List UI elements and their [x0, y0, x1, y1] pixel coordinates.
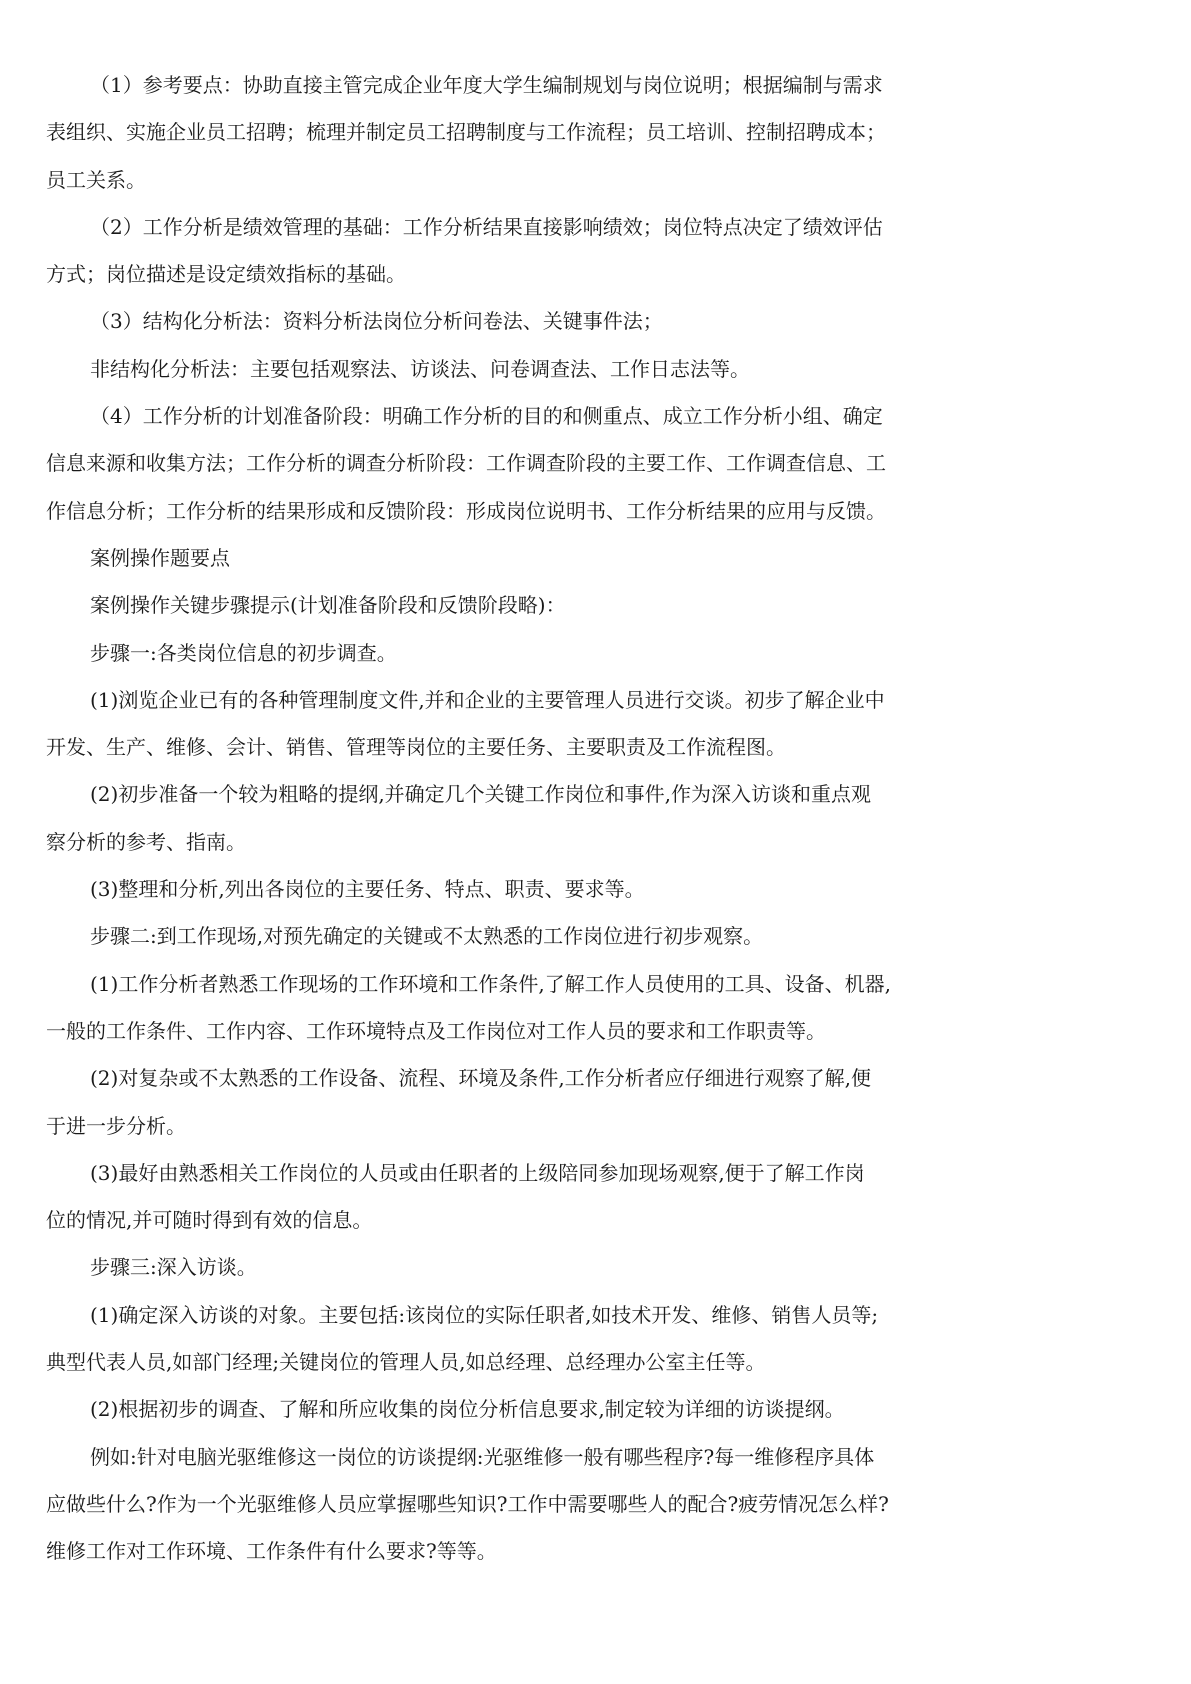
paragraph-10 [46, 771, 1146, 866]
line: 方式；岗位描述是设定绩效指标的基础。 [46, 262, 406, 287]
line: (2)对复杂或不太熟悉的工作设备、流程、环境及条件,工作分析者应仔细进行观察了解,便 [90, 1066, 872, 1091]
line: (2)根据初步的调查、了解和所应收集的岗位分析信息要求,制定较为详细的访谈提纲。 [90, 1397, 845, 1422]
line: 案例操作关键步骤提示(计划准备阶段和反馈阶段略)： [90, 593, 566, 618]
paragraph-19 [46, 1434, 1146, 1576]
line: 员工关系。 [46, 167, 146, 192]
paragraph-15 [46, 1150, 1146, 1245]
line: 于进一步分析。 [46, 1113, 186, 1138]
line: 步骤一:各类岗位信息的初步调查。 [90, 640, 397, 665]
section-heading-case [46, 535, 1146, 582]
paragraph-2 [46, 204, 1146, 299]
paragraph-11 [46, 866, 1146, 913]
step-1-heading [46, 630, 1146, 677]
line: 例如:针对电脑光驱维修这一岗位的访谈提纲:光驱维修一般有哪些程序?每一维修程序具体 [90, 1444, 875, 1469]
paragraph-1 [46, 62, 1146, 204]
line: (2)初步准备一个较为粗略的提纲,并确定几个关键工作岗位和事件,作为深入访谈和重点观 [90, 782, 872, 807]
step-3-heading [46, 1244, 1146, 1291]
line: 步骤二:到工作现场,对预先确定的关键或不太熟悉的工作岗位进行初步观察。 [90, 924, 764, 949]
line: 开发、生产、维修、会计、销售、管理等岗位的主要任务、主要职责及工作流程图。 [46, 735, 786, 760]
line: (1)浏览企业已有的各种管理制度文件,并和企业的主要管理人员进行交谈。初步了解企业中 [90, 687, 885, 712]
line: (1)工作分析者熟悉工作现场的工作环境和工作条件,了解工作人员使用的工具、设备、机器, [90, 971, 892, 996]
paragraph-9 [46, 677, 1146, 772]
paragraph-18 [46, 1386, 1146, 1433]
line: （1）参考要点：协助直接主管完成企业年度大学生编制规划与岗位说明；根据编制与需求 [90, 73, 883, 97]
line: 应做些什么?作为一个光驱维修人员应掌握哪些知识?工作中需要哪些人的配合?疲劳情况怎么样? [46, 1491, 889, 1516]
line: 步骤三:深入访谈。 [90, 1255, 257, 1280]
line: (3)整理和分析,列出各岗位的主要任务、特点、职责、要求等。 [90, 877, 645, 902]
line: (3)最好由熟悉相关工作岗位的人员或由任职者的上级陪同参加现场观察,便于了解工作岗 [90, 1160, 865, 1185]
line: （4）工作分析的计划准备阶段：明确工作分析的目的和侧重点、成立工作分析小组、确定 [90, 404, 883, 429]
paragraph-7 [46, 582, 1146, 629]
paragraph-5 [46, 393, 1146, 535]
line: 表组织、实施企业员工招聘；梳理并制定员工招聘制度与工作流程；员工培训、控制招聘成本； [46, 120, 886, 145]
paragraph-14 [46, 1055, 1146, 1150]
line: (1)确定深入访谈的对象。主要包括:该岗位的实际任职者,如技术开发、维修、销售人员等; [90, 1302, 879, 1327]
line: 作信息分析；工作分析的结果形成和反馈阶段：形成岗位说明书、工作分析结果的应用与反馈。 [46, 498, 886, 523]
line: 案例操作题要点 [90, 545, 230, 570]
paragraph-4 [46, 346, 1146, 393]
document-page [46, 62, 1146, 1576]
line: 一般的工作条件、工作内容、工作环境特点及工作岗位对工作人员的要求和工作职责等。 [46, 1018, 826, 1043]
paragraph-17 [46, 1292, 1146, 1387]
line: 非结构化分析法：主要包括观察法、访谈法、问卷调查法、工作日志法等。 [90, 356, 750, 381]
line: 维修工作对工作环境、工作条件有什么要求?等等。 [46, 1539, 497, 1564]
line: 信息来源和收集方法；工作分析的调查分析阶段：工作调查阶段的主要工作、工作调查信息、工 [46, 451, 886, 476]
paragraph-13 [46, 961, 1146, 1056]
line: 察分析的参考、指南。 [46, 829, 246, 854]
step-2-heading [46, 913, 1146, 960]
line: 位的情况,并可随时得到有效的信息。 [46, 1208, 373, 1233]
line: （2）工作分析是绩效管理的基础：工作分析结果直接影响绩效；岗位特点决定了绩效评估 [90, 214, 883, 239]
line: （3）结构化分析法：资料分析法岗位分析问卷法、关键事件法； [90, 309, 663, 334]
line: 典型代表人员,如部门经理;关键岗位的管理人员,如总经理、总经理办公室主任等。 [46, 1350, 766, 1375]
paragraph-3 [46, 298, 1146, 345]
